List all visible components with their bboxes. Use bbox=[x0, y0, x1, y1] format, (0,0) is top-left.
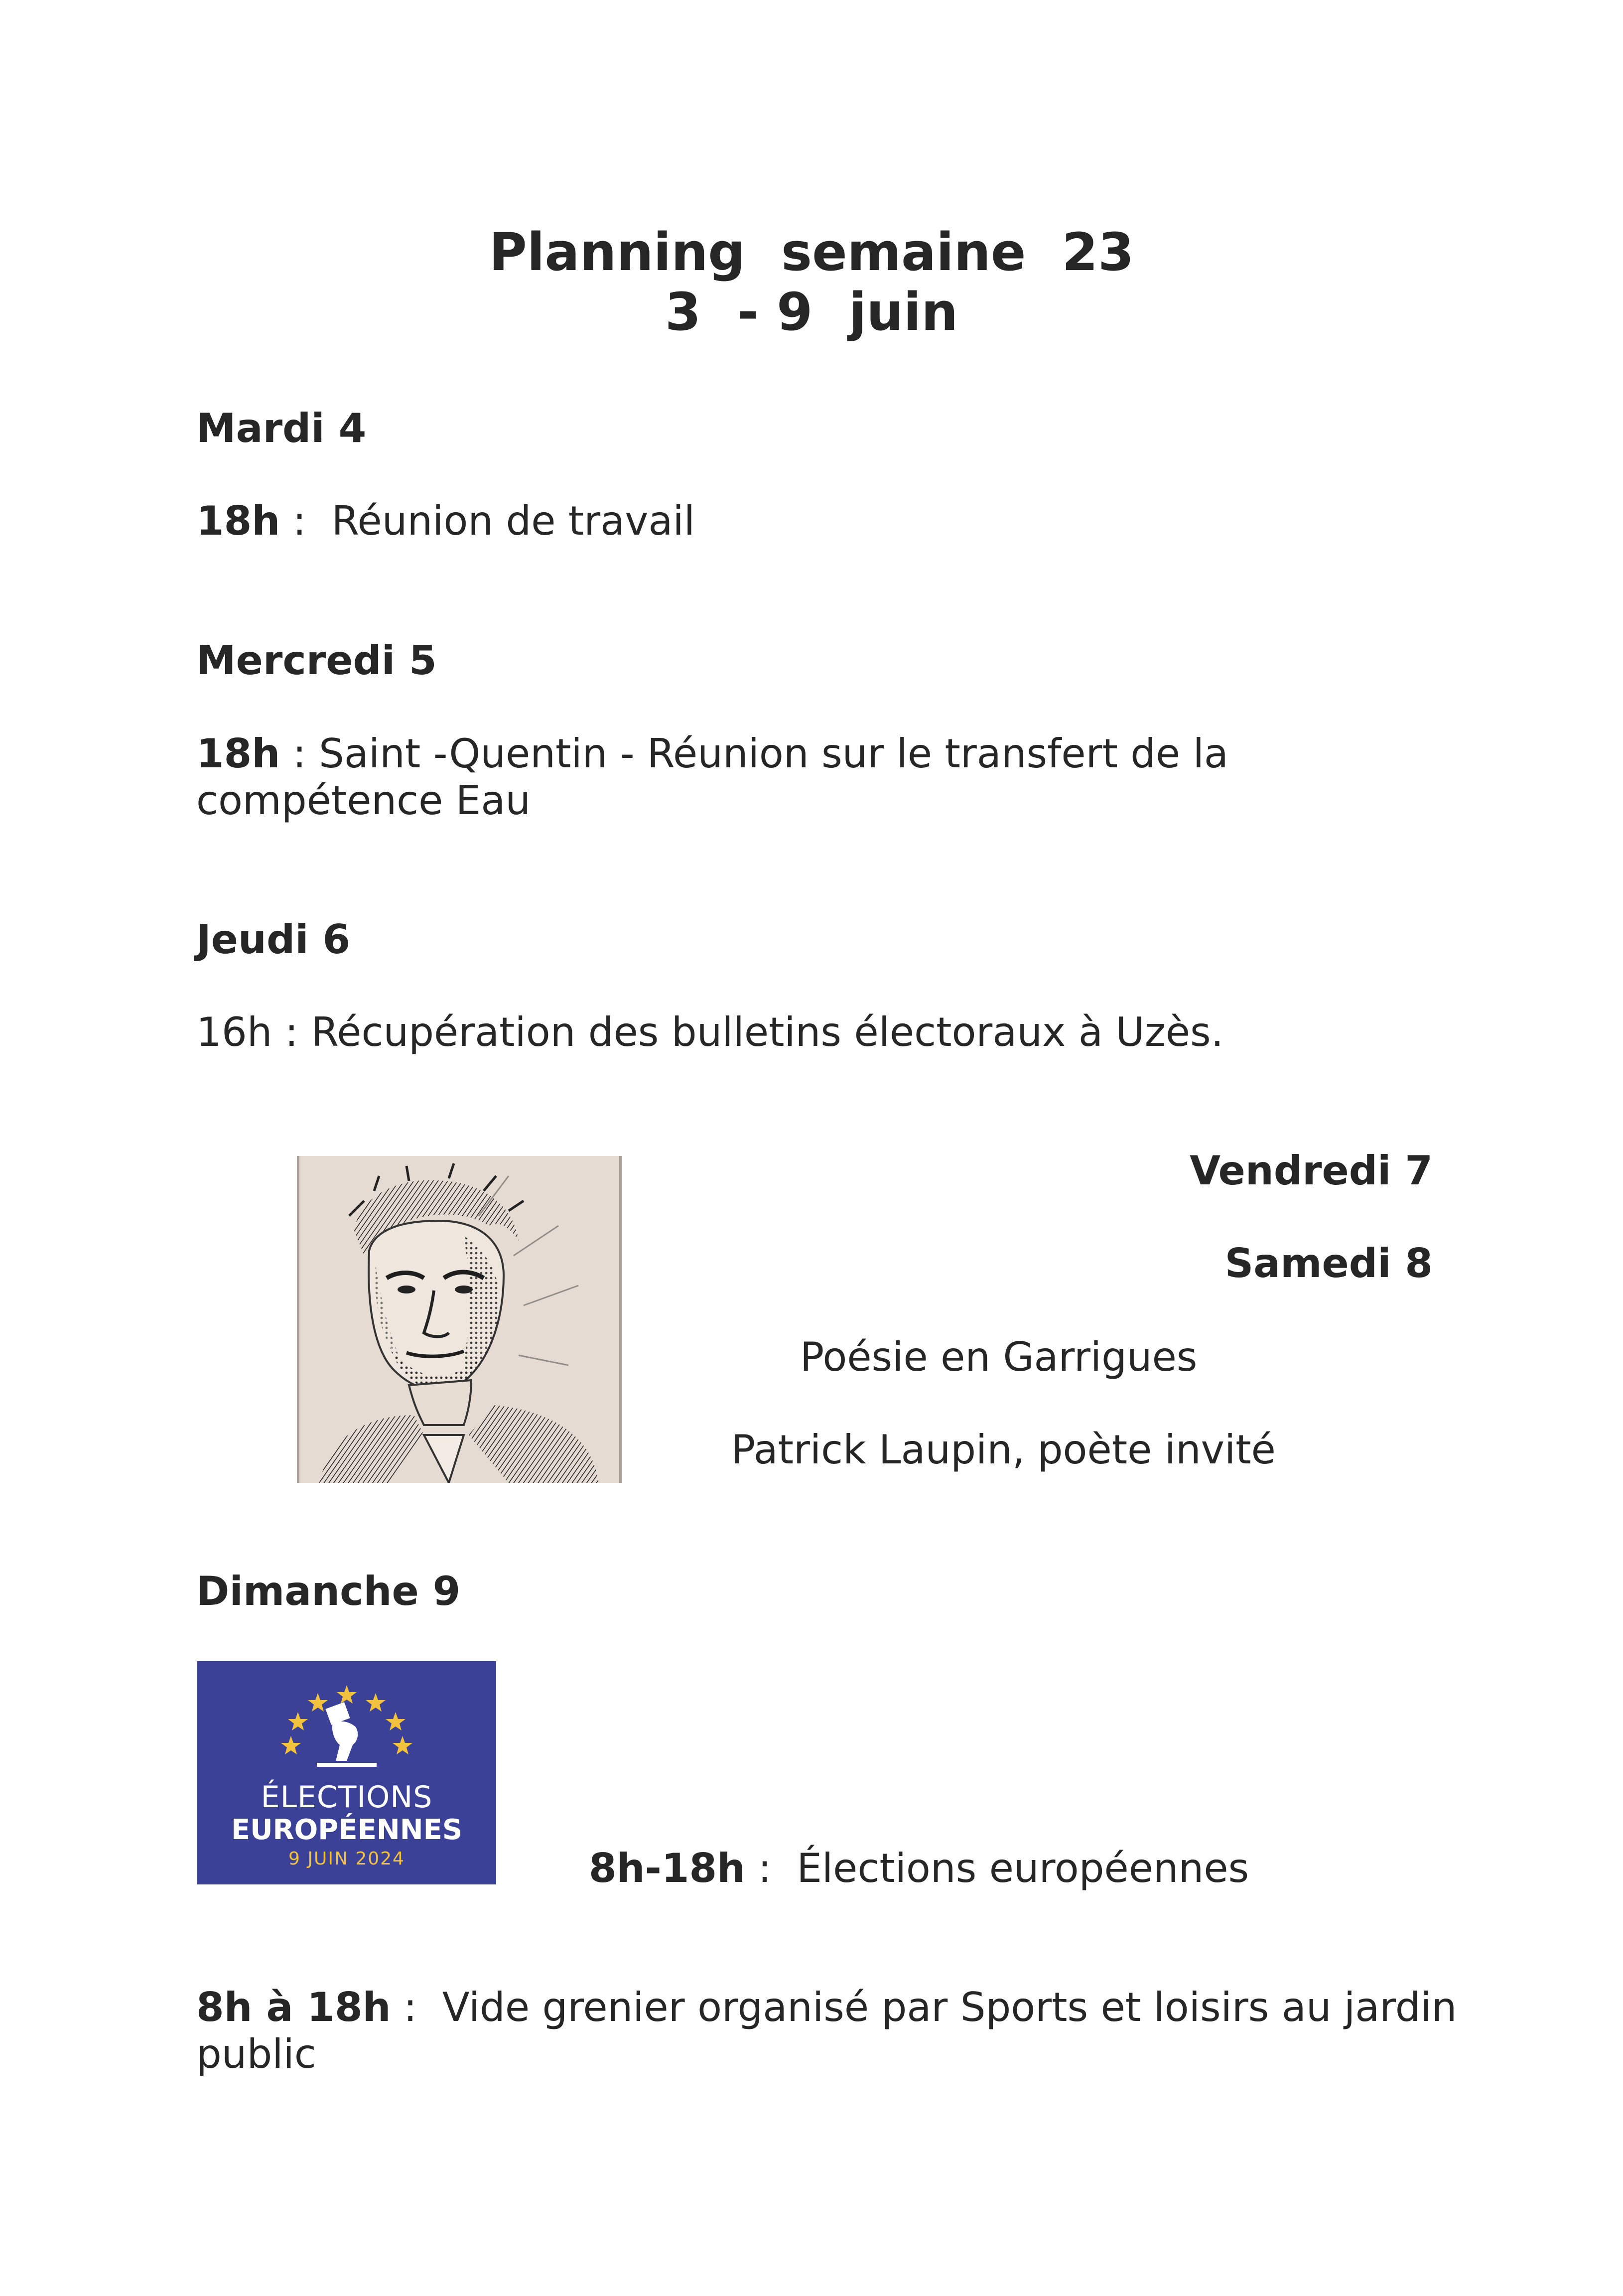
poetry-guest: Patrick Laupin, poète invité bbox=[731, 1427, 1276, 1473]
ballot-hand-icon bbox=[317, 1702, 377, 1767]
star-icon bbox=[386, 1712, 406, 1730]
star-icon bbox=[281, 1736, 301, 1754]
page-subtitle-dates: 3 - 9 juin bbox=[665, 282, 958, 342]
day-heading-sunday: Dimanche 9 bbox=[196, 1568, 461, 1614]
elections-stars-ballot-icon bbox=[197, 1661, 496, 1781]
day-heading-wednesday: Mercredi 5 bbox=[196, 637, 437, 684]
day-heading-thursday: Jeudi 6 bbox=[196, 916, 351, 963]
poet-portrait-sketch bbox=[299, 1156, 619, 1483]
event-text: Vide grenier organisé par Sports et loisirs au jardin public bbox=[196, 1984, 1457, 2077]
event-time: 18h bbox=[196, 730, 280, 777]
event-text: Saint -Quentin - Réunion sur le transfert de la compétence Eau bbox=[196, 730, 1228, 824]
star-icon bbox=[288, 1712, 308, 1730]
event-sunday-elections bbox=[589, 1845, 1249, 1892]
event-separator: : bbox=[280, 730, 319, 777]
poetry-event-title: Poésie en Garrigues bbox=[800, 1334, 1198, 1380]
event-time: 8h à 18h bbox=[196, 1984, 391, 2030]
elections-logo-line1: ÉLECTIONS bbox=[261, 1780, 433, 1815]
event-time: 18h bbox=[196, 498, 280, 544]
day-heading-friday: Vendredi 7 bbox=[1190, 1148, 1433, 1194]
star-icon bbox=[366, 1693, 386, 1712]
poet-portrait-image bbox=[297, 1156, 622, 1483]
elections-logo-line2: EUROPÉENNES bbox=[231, 1814, 463, 1846]
event-time: 8h-18h bbox=[589, 1845, 746, 1891]
page-title: Planning semaine 23 bbox=[489, 222, 1134, 283]
event-wednesday-water-meeting bbox=[196, 730, 1472, 824]
star-icon bbox=[337, 1685, 357, 1704]
event-separator: : bbox=[391, 1984, 442, 2030]
star-icon bbox=[308, 1693, 328, 1712]
event-thursday-ballots: 16h : Récupération des bulletins électoraux à Uzès. bbox=[196, 1009, 1224, 1055]
day-heading-saturday: Samedi 8 bbox=[1224, 1240, 1433, 1287]
event-text: Élections européennes bbox=[797, 1845, 1249, 1891]
elections-logo-date: 9 JUIN 2024 bbox=[288, 1849, 405, 1869]
event-separator: : bbox=[745, 1845, 797, 1891]
day-heading-tuesday: Mardi 4 bbox=[196, 405, 367, 451]
event-tuesday-meeting bbox=[196, 497, 695, 545]
event-sunday-vide-grenier bbox=[196, 1984, 1472, 2078]
event-text: Réunion de travail bbox=[331, 498, 695, 544]
star-icon bbox=[393, 1736, 412, 1754]
elections-europeennes-logo bbox=[197, 1661, 496, 1884]
event-separator: : bbox=[280, 498, 332, 544]
